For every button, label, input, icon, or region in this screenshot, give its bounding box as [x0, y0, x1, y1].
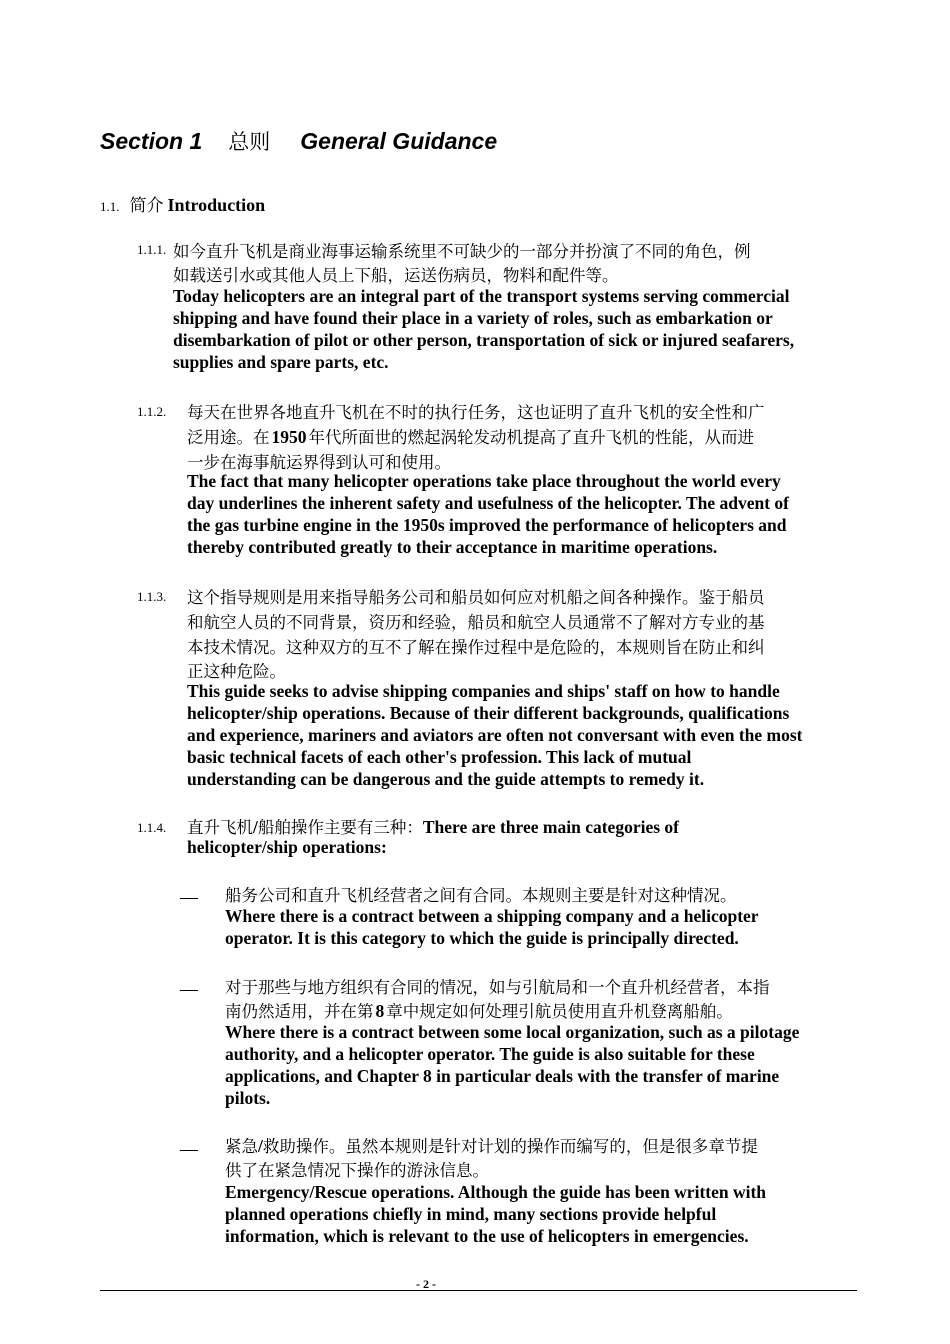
bullet-en-line: planned operations chiefly in mind, many sections provide helpful [225, 1204, 717, 1224]
cn-text: 救助操作。虽然本规则是针对计划的操作而编写的，但是很多章节提 [262, 1137, 758, 1156]
page-number: - 2 - [416, 1277, 436, 1291]
bullet-en-line: authority, and a helicopter operator. The guide is also suitable for these [225, 1044, 755, 1064]
paragraph-en-line: day underlines the inherent safety and usefulness of the helicopter. The advent of [187, 493, 790, 513]
paragraph-en-line: This guide seeks to advise shipping companies and ships' staff on how to handle [187, 681, 780, 701]
paragraph-en-line: The fact that many helicopter operations take place throughout the world every [187, 471, 781, 491]
paragraph-cn-line: 正这种危险。 [187, 662, 286, 681]
paragraph-cn-line [187, 814, 679, 838]
cn-text: 直升飞机 [187, 818, 253, 837]
section-title-en: General Guidance [300, 128, 498, 154]
paragraph-number: 1.1.3. [137, 589, 167, 604]
bullet-en-line: Where there is a contract between a shipping company and a helicopter [225, 906, 759, 926]
dash-bullet [180, 990, 198, 991]
section-heading [100, 126, 800, 160]
subsection-title-en: Introduction [167, 195, 266, 215]
paragraph-en-line: disembarkation of pilot or other person, transportation of sick or injured seafarers, [173, 330, 795, 350]
bullet-cn-line: 对于那些与地方组织有合同的情况，如与引航局和一个直升机经营者，本指 [225, 978, 770, 997]
slash-bold: / [258, 1136, 263, 1156]
section-title-cn: 总则 [228, 130, 271, 154]
paragraph-cn-line [187, 424, 754, 448]
paragraph-number: 1.1.2. [137, 404, 167, 419]
bullet-en-line: operator. It is this category to which the guide is principally directed. [225, 928, 739, 948]
paragraph-cn-line: 和航空人员的不同背景，资历和经验，船员和航空人员通常不了解对方专业的基 [187, 613, 765, 632]
subsection-heading [100, 191, 265, 216]
year-bold: 1950 [271, 427, 307, 447]
paragraph-en-line: helicopter/ship operations: [187, 837, 387, 857]
slash-bold: / [253, 817, 258, 837]
section-number: Section 1 [100, 128, 203, 154]
bullet-cn-line [225, 1133, 758, 1157]
paragraph-en-line: helicopter/ship operations. Because of their different backgrounds, qualifications [187, 703, 790, 723]
cn-text: 南仍然适用，并在第 [225, 1002, 374, 1021]
bullet-en-line: Emergency/Rescue operations. Although the guide has been written with [225, 1182, 767, 1202]
paragraph-number: 1.1.4. [137, 820, 167, 835]
paragraph-number: 1.1.1. [137, 242, 167, 257]
cn-text: 章中规定如何处理引航员使用直升机登离船舶。 [386, 1002, 733, 1021]
cn-text: 年代所面世的燃起涡轮发动机提高了直升飞机的性能，从而进 [308, 428, 754, 447]
bullet-en-line: pilots. [225, 1088, 271, 1108]
bullet-en-line: Where there is a contract between some local organization, such as a pilotage [225, 1022, 800, 1042]
chapter-number-bold: 8 [375, 1001, 385, 1021]
paragraph-cn-line: 本技术情况。这种双方的互不了解在操作过程中是危险的，本规则旨在防止和纠 [187, 638, 765, 657]
paragraph-en-line: thereby contributed greatly to their acceptance in maritime operations. [187, 537, 718, 557]
paragraph-cn-line: 如载送引水或其他人员上下船，运送伤病员，物料和配件等。 [173, 266, 619, 285]
cn-text: 船舶操作主要有三种： [257, 818, 423, 837]
dash-bullet [180, 898, 198, 899]
subsection-title-cn: 简介 [129, 196, 164, 216]
bullet-cn-line: 船务公司和直升飞机经营者之间有合同。本规则主要是针对这种情况。 [225, 886, 737, 905]
bullet-en-line: information, which is relevant to the use of helicopters in emergencies. [225, 1226, 749, 1246]
paragraph-cn-line: 每天在世界各地直升飞机在不时的执行任务，这也证明了直升飞机的安全性和广 [187, 403, 765, 422]
paragraph-en-line: supplies and spare parts, etc. [173, 352, 389, 372]
bullet-cn-line: 供了在紧急情况下操作的游泳信息。 [225, 1161, 489, 1180]
paragraph-en-line: understanding can be dangerous and the guide attempts to remedy it. [187, 769, 705, 789]
cn-text: 泛用途。在 [187, 428, 270, 447]
paragraph-en-inline: There are three main categories of [422, 817, 679, 837]
paragraph-en-line: shipping and have found their place in a variety of roles, such as embarkation or [173, 308, 773, 328]
paragraph-cn-line: 一步在海事航运界得到认可和使用。 [187, 453, 451, 472]
paragraph-en-line: basic technical facets of each other's profession. This lack of mutual [187, 747, 692, 767]
paragraph-cn-line: 如今直升飞机是商业海事运输系统里不可缺少的一部分并扮演了不同的角色，例 [173, 242, 751, 261]
cn-text: 紧急 [225, 1137, 258, 1156]
paragraph-en-line: the gas turbine engine in the 1950s improved the performance of helicopters and [187, 515, 787, 535]
footer-rule [100, 1290, 857, 1291]
paragraph-en-line: and experience, mariners and aviators are often not conversant with even the most [187, 725, 803, 745]
dash-bullet [180, 1150, 198, 1151]
subsection-number: 1.1. [100, 199, 120, 214]
bullet-en-line: applications, and Chapter 8 in particular deals with the transfer of marine [225, 1066, 780, 1086]
paragraph-cn-line: 这个指导规则是用来指导船务公司和船员如何应对机船之间各种操作。鉴于船员 [187, 588, 765, 607]
paragraph-en-line: Today helicopters are an integral part of the transport systems serving commercial [173, 286, 790, 306]
bullet-cn-line [225, 998, 733, 1022]
